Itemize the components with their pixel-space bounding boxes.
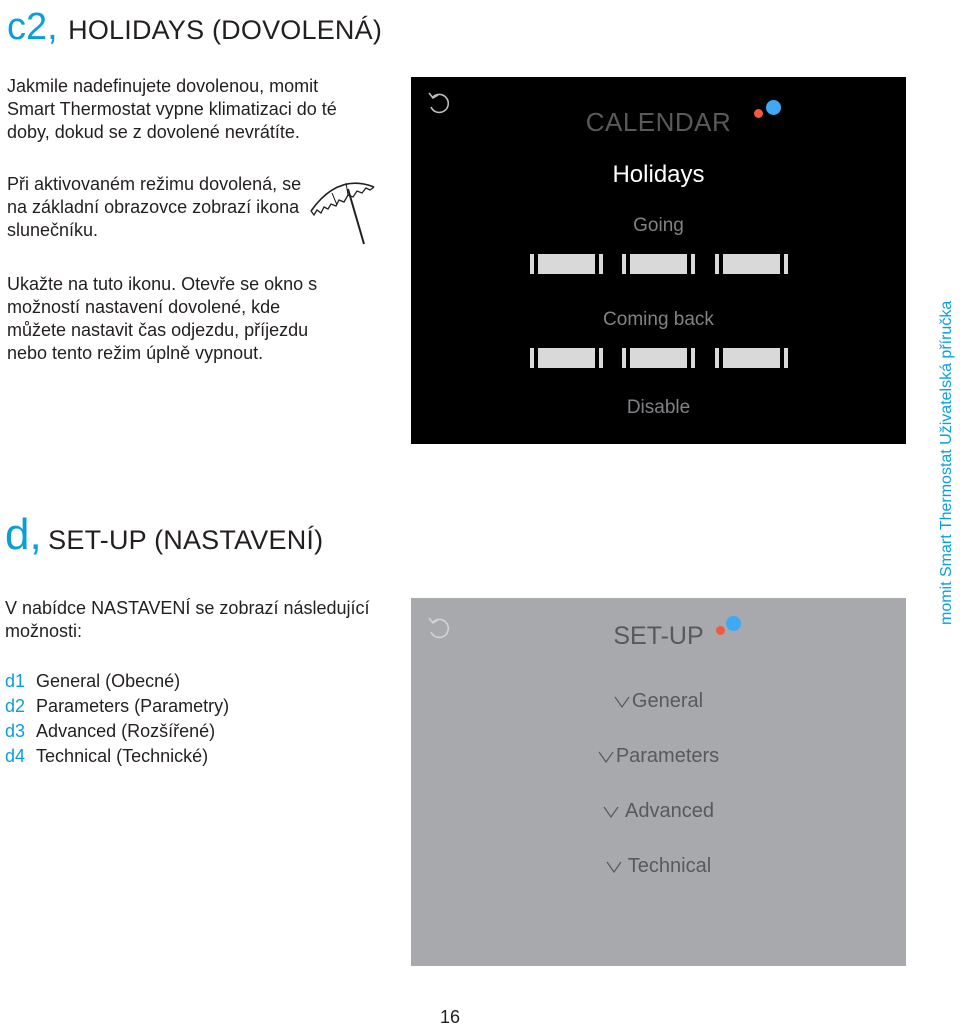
d-list-item [5, 694, 305, 719]
going-label: Going [633, 215, 684, 236]
chevron-down-icon [606, 861, 622, 873]
coming-back-month-slot[interactable] [622, 348, 695, 368]
c2-paragraph-2: Při aktivovaném režimu dovolená, se na základní obrazovce zobrazí ikona slunečníku. [7, 174, 302, 240]
page-number: 16 [440, 1007, 461, 1027]
d-item-note: (Technické) [116, 746, 209, 766]
disable-button[interactable]: Disable [626, 397, 691, 418]
status-dot-red [716, 626, 725, 635]
calendar-screen [411, 77, 906, 444]
coming-back-label: Coming back [603, 309, 714, 330]
parasol-icon [308, 173, 378, 248]
going-time-slot[interactable] [715, 254, 788, 274]
status-dot-blue [766, 100, 781, 115]
going-day-slot[interactable] [530, 254, 603, 274]
calendar-title: CALENDAR [585, 107, 732, 137]
d-item-note: (Obecné) [105, 671, 181, 691]
d-items-list [5, 669, 305, 769]
section-c2-heading [7, 8, 382, 46]
section-d-letter: d, [5, 510, 42, 559]
d-item-code: d2 [5, 696, 26, 716]
d-intro: V nabídce NASTAVENÍ se zobrazí následující možnosti: [5, 598, 370, 641]
chevron-down-icon [598, 751, 614, 763]
d-item-name: Technical [36, 746, 112, 766]
setup-menu-advanced[interactable] [411, 800, 906, 823]
section-c2-title: HOLIDAYS (DOVOLENÁ) [68, 15, 383, 45]
d-item-code: d3 [5, 721, 26, 741]
d-item-code: d4 [5, 746, 26, 766]
c2-paragraph-1: Jakmile nadefinujete dovolenou, momit Smart Thermostat vypne klimatizaci do té doby, dokud se z dovolené nevrátíte. [7, 76, 337, 142]
d-item-name: General [36, 671, 101, 691]
chevron-down-icon [603, 806, 619, 818]
c2-paragraph-3: Ukažte na tuto ikonu. Otevře se okno s možností nastavení dovolené, kde můžete nastavit čas odjezdu, příjezdu nebo tento režim úplně vypnout. [7, 274, 318, 363]
chevron-down-icon [614, 696, 630, 708]
d-item-name: Advanced [36, 721, 117, 741]
setup-menu-technical[interactable] [411, 855, 906, 878]
d-list-item [5, 669, 305, 694]
d-list-item [5, 719, 305, 744]
setup-menu-label: General [631, 690, 704, 712]
section-d-title: SET-UP (NASTAVENÍ) [48, 525, 324, 555]
status-dot-blue [726, 616, 741, 631]
status-dot-red [754, 109, 763, 118]
d-item-note: (Parametry) [134, 696, 230, 716]
d-item-name: Parameters [36, 696, 130, 716]
setup-menu-label: Parameters [615, 745, 720, 767]
setup-menu-label: Advanced [625, 800, 714, 822]
d-list-item [5, 744, 305, 769]
coming-back-day-slot[interactable] [530, 348, 603, 368]
d-item-note: (Rozšířené) [121, 721, 216, 741]
section-c2-letter: c2, [7, 6, 58, 48]
going-month-slot[interactable] [622, 254, 695, 274]
setup-title: SET-UP [613, 622, 704, 650]
setup-menu-general[interactable] [411, 690, 906, 713]
side-label: momit Smart Thermostat Uživatelská příručka [938, 300, 955, 625]
d-item-code: d1 [5, 671, 26, 691]
setup-menu-parameters[interactable] [411, 745, 906, 768]
section-d-heading [5, 510, 324, 559]
holidays-subtitle: Holidays [612, 161, 705, 188]
coming-back-time-slot[interactable] [715, 348, 788, 368]
setup-screen [411, 598, 906, 966]
setup-menu-label: Technical [627, 855, 712, 877]
